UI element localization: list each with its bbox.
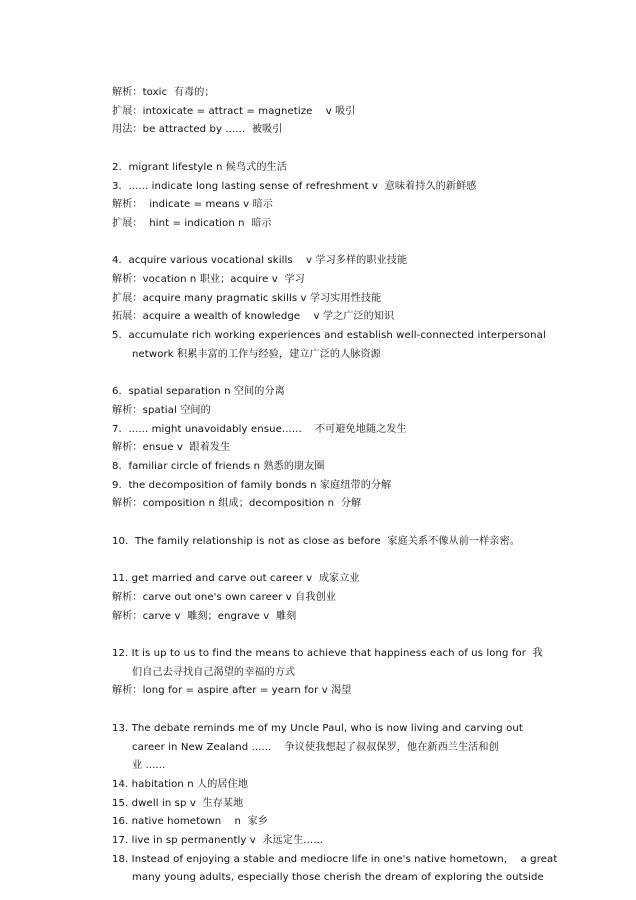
text-line-spacer [112, 514, 560, 533]
text-line: 扩展： hint = indication n 暗示 [112, 217, 272, 229]
text-line-spacer [112, 701, 560, 720]
text-line: 14. habitation n 人的居住地 [112, 778, 249, 790]
text-line: 10. The family relationship is not as close as before 家庭关系不像从前一样亲密。 [112, 535, 520, 547]
text-line: 解析：spatial 空间的 [112, 404, 211, 416]
text-line: 15. dwell in sp v 生存某地 [112, 797, 244, 809]
text-line-spacer [112, 626, 560, 645]
text-line: network 积累丰富的工作与经验，建立广泛的人脉资源 [132, 348, 381, 360]
text-line: 2. migrant lifestyle n 候鸟式的生活 [112, 161, 287, 173]
text-line: many young adults, especially those cherish the dream of exploring the outside [132, 872, 544, 884]
text-line: 解析：toxic 有毒的； [112, 87, 215, 98]
text-line: 解析：carve v 雕刻；engrave v 雕刻 [112, 610, 297, 622]
text-line: 解析：ensue v 跟着发生 [112, 442, 231, 454]
text-line: 拓展：acquire a wealth of knowledge v 学之广泛的知识 [112, 311, 395, 323]
text-line: 5. accumulate rich working experiences and establish well-connected interpersonal [112, 330, 546, 342]
text-line-spacer [112, 234, 560, 253]
text-line: 扩展：intoxicate = attract = magnetize v 吸引 [112, 105, 356, 117]
text-line-spacer [112, 552, 560, 571]
text-line: 3. ...... indicate long lasting sense of refreshment v 意味着持久的新鲜感 [112, 180, 477, 192]
text-line-spacer [112, 365, 560, 384]
text-line: 8. familiar circle of friends n 熟悉的朋友圈 [112, 461, 325, 473]
text-line: 17. live in sp permanently v 永远定生...... [112, 835, 324, 847]
text-line: 解析： indicate = means v 暗示 [112, 199, 273, 211]
text-line: 扩展：acquire many pragmatic skills v 学习实用性技能 [112, 292, 382, 304]
text-line: 16. native hometown n 家乡 [112, 816, 269, 828]
text-line: 解析：long for = aspire after = yearn for v 渴望 [112, 685, 352, 697]
text-line: 6. spatial separation n 空间的分离 [112, 386, 285, 398]
text-line: 4. acquire various vocational skills v 学习多样的职业技能 [112, 255, 408, 267]
document-text-body [112, 84, 560, 888]
text-line-spacer [112, 140, 560, 159]
text-line: 解析：carve out one's own career v 自我创业 [112, 591, 336, 603]
text-line: 9. the decomposition of family bonds n 家庭纽带的分解 [112, 479, 392, 491]
text-line: 13. The debate reminds me of my Uncle Paul, who is now living and carving out [112, 722, 523, 734]
text-line: 12. It is up to us to find the means to achieve that happiness each of us long for 我 [112, 648, 543, 659]
text-line: 们自己去寻找自己渴望的幸福的方式 [132, 666, 296, 678]
text-line: career in New Zealand ...... 争议使我想起了叔叔保罗，他在新西兰生活和创 [132, 741, 499, 753]
text-line: 业 ...... [132, 760, 166, 772]
text-line: 7. ...... might unavoidably ensue...... 不可避免地随之发生 [112, 423, 407, 435]
text-line: 解析：vocation n 职业；acquire v 学习 [112, 274, 305, 285]
text-line: 18. Instead of enjoying a stable and mediocre life in one's native hometown， a great [112, 853, 558, 865]
text-line: 11. get married and carve out career v 成家立业 [112, 573, 360, 585]
text-line: 用法：be attracted by ...... 被吸引 [112, 124, 283, 136]
text-line: 解析：composition n 组成；decomposition n 分解 [112, 498, 362, 510]
